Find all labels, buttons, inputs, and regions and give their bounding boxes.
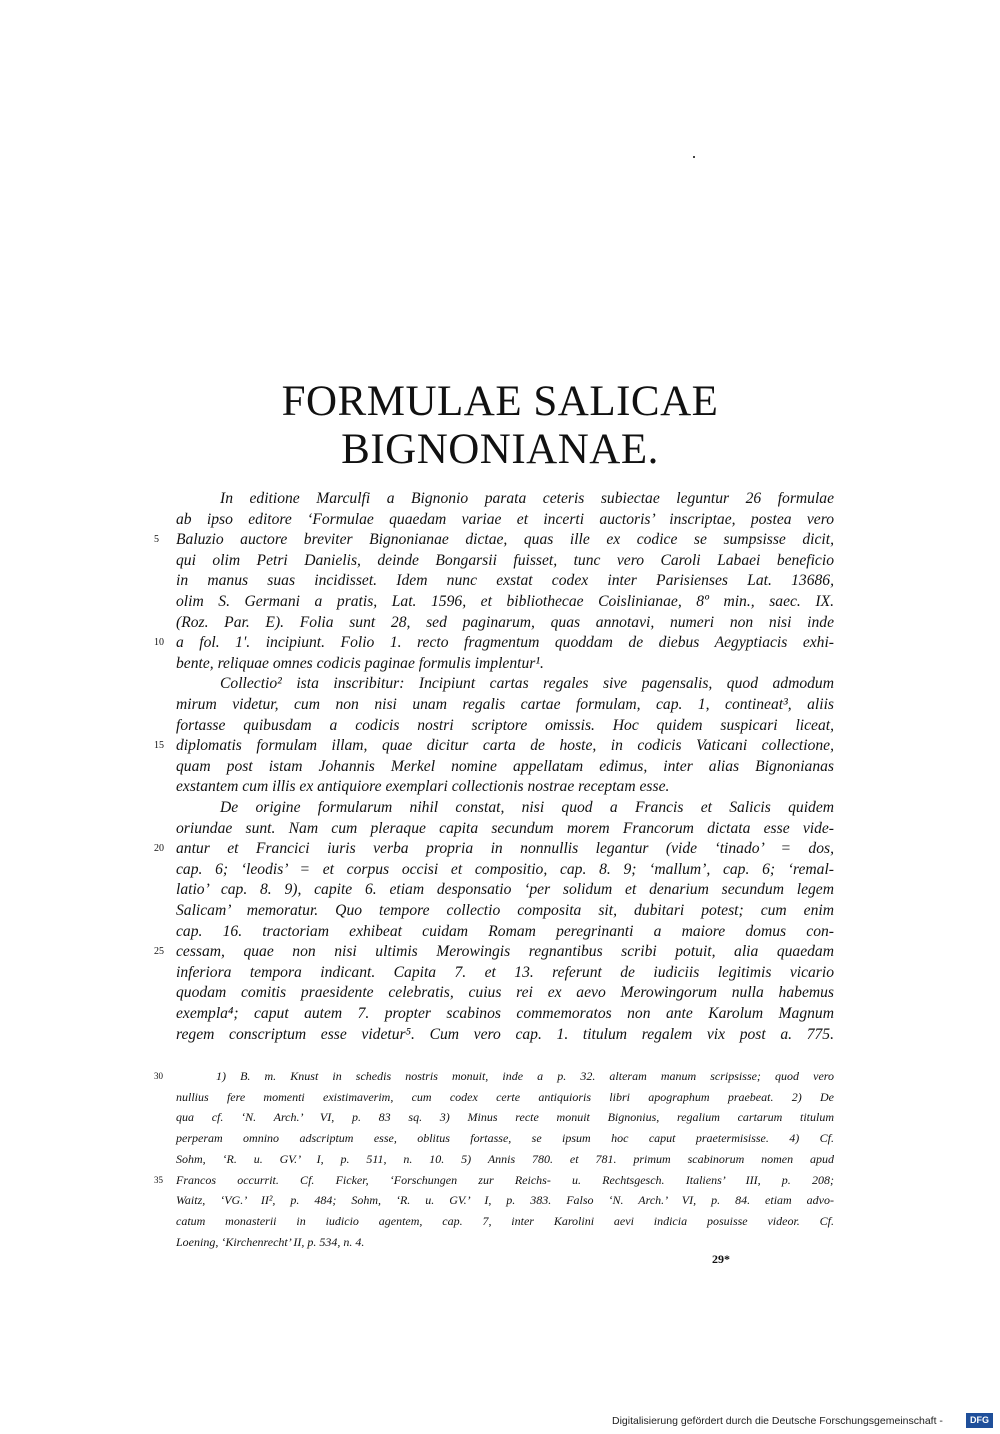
body-line: cessam, quae non nisi ultimis Merowingis regnantibus scribi potuit, alia quaedam xyxy=(176,943,834,961)
footnote-line-number: 35 xyxy=(154,1174,163,1185)
body-line: antur et Francici iuris verba propria in nonnullis legantur (vide ‘tinado’ = dos, xyxy=(176,840,834,858)
body-line: inferiora tempora indicant. Capita 7. et 13. referunt de iudiciis legitimis vicario xyxy=(176,963,834,981)
body-line: cap. 6; ‘leodis’ = et corpus occisi et compositio, cap. 8. 9; ‘mallum’, cap. 6; ‘remal- xyxy=(176,860,834,878)
body-line: Collectio² ista inscribitur: Incipiunt cartas regales sive pagensalis, quod admodum xyxy=(220,675,834,693)
footnote-line: Sohm, ‘R. u. GV.’ I, p. 511, n. 10. 5) Annis 780. et 781. primum scabinorum nomen apud xyxy=(176,1151,834,1166)
body-line: Salicam’ memoratur. Quo tempore collectio composita sit, dubitari potest; cum enim xyxy=(176,902,834,919)
body-line: oriundae sunt. Nam cum pleraque capita secundum morem Francorum dictata esse vide- xyxy=(176,819,834,837)
body-line: quodam comitis praesidente celebratis, cuius rei ex aevo Merowingorum nulla habemus xyxy=(176,984,834,1002)
line-number: 10 xyxy=(154,637,164,649)
title-line-1: FORMULAE SALICAE xyxy=(281,378,719,425)
page-signature: 29* xyxy=(712,1252,730,1266)
body-line: exstantem cum illis ex antiquiore exemplari collectionis nostrae receptam esse. xyxy=(176,778,670,796)
dfg-credit-text: Digitalisierung gefördert durch die Deutsche Forschungsgemeinschaft - xyxy=(612,1415,943,1427)
line-number: 20 xyxy=(154,843,164,855)
dfg-logo: DFG xyxy=(966,1413,993,1428)
body-line: mirum videtur, cum non nisi unam regalis cartae formulam, cap. 1, contineat³, aliis xyxy=(176,696,834,713)
body-line: In editione Marculfi a Bignonio parata ceteris subiectae leguntur 26 formulae xyxy=(220,490,834,507)
footnote-line: catum monasterii in iudicio agentem, cap. 7, inter Karolini aevi indicia posuisse videor. Cf. xyxy=(176,1213,834,1228)
body-line: bente, reliquae omnes codicis paginae formulis implentur¹. xyxy=(176,654,544,672)
body-line: diplomatis formulam illam, quae dicitur carta de hoste, in codicis Vaticani collectione, xyxy=(176,737,834,755)
body-line: ab ipso editore ‘Formulae quaedam variae et incerti auctoris’ inscriptae, postea vero xyxy=(176,510,834,528)
line-number: 25 xyxy=(154,946,164,958)
body-line: qui olim Petri Danielis, deinde Bongarsii fuisset, tunc vero Caroli Labaei beneficio xyxy=(176,551,834,569)
footnote-line: 1) B. m. Knust in schedis nostris monuit, inde a p. 32. alteram manum scripsisse; quod vero xyxy=(216,1069,834,1083)
body-line: Baluzio auctore breviter Bignonianae dictae, quas ille ex codice se sumpsisse dicit, xyxy=(176,531,834,549)
footnote-line: perperam omnino adscriptum esse, oblitus fortasse, se ipsum hoc caput praetermisisse. 4) Cf. xyxy=(176,1131,834,1146)
body-line: quam post istam Johannis Merkel nomine appellatam edimus, inter alias Bignonianas xyxy=(176,757,834,775)
title-line-2: BIGNONIANAE. xyxy=(341,426,659,473)
footnote-line-number: 30 xyxy=(154,1071,163,1081)
footnote-line: qua cf. ‘N. Arch.’ VI, p. 83 sq. 3) Minus recte monuit Bignonius, regalium cartarum titulum xyxy=(176,1110,834,1125)
footnote-line: Francos occurrit. Cf. Ficker, ‘Forschungen zur Reichs- u. Rechtsgesch. Italiens’ III, p. 208; xyxy=(176,1172,834,1187)
footnote-line: Waitz, ‘VG.’ II², p. 484; Sohm, ‘R. u. GV.’ I, p. 383. Falso ‘N. Arch.’ VI, p. 84. etiam advo- xyxy=(176,1193,834,1208)
body-line: in manus suas incidisset. Idem nunc exstat codex inter Parisienses Lat. 13686, xyxy=(176,572,834,590)
body-line: regem conscriptum esse videtur⁵. Cum vero cap. 1. titulum regalem vix post a. 775. xyxy=(176,1025,834,1043)
footnote-line: Loening, ‘Kirchenrecht’ II, p. 534, n. 4. xyxy=(176,1234,365,1249)
scan-speck xyxy=(693,156,695,158)
body-line: De origine formularum nihil constat, nisi quod a Francis et Salicis quidem xyxy=(220,799,834,816)
body-line: (Roz. Par. E). Folia sunt 28, sed paginarum, quas annotavi, numeri non nisi inde xyxy=(176,613,834,631)
body-line: latio’ cap. 8. 9), capite 6. etiam desponsatio ‘per solidum et denarium secundum legem xyxy=(176,881,834,899)
body-line: exempla⁴; caput autem 7. propter scabinos commemoratos non ante Karolum Magnum xyxy=(176,1005,834,1022)
body-line: cap. 16. tractoriam exhibeat cuidam Romam peregrinanti a maiore domus con- xyxy=(176,922,834,940)
line-number: 15 xyxy=(154,740,164,752)
line-number: 5 xyxy=(154,534,159,546)
body-line: fortasse quibusdam a codicis nostri scriptore omissis. Hoc quidem suspicari liceat, xyxy=(176,716,834,734)
footnote-line: nullius fere momenti existimaverim, cum codex certe antiquioris libri apographum praebeat. 2) De xyxy=(176,1089,834,1104)
body-line: a fol. 1'. incipiunt. Folio 1. recto fragmentum quoddam de diebus Aegyptiacis exhi- xyxy=(176,634,834,652)
body-line: olim S. Germani a pratis, Lat. 1596, et bibliothecae Coislinianae, 8º min., saec. IX. xyxy=(176,593,834,610)
